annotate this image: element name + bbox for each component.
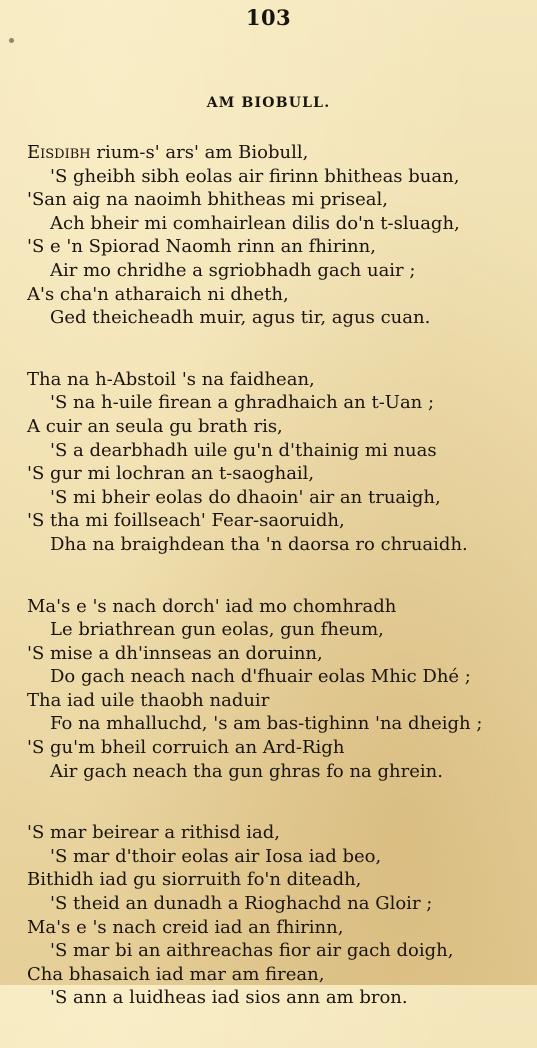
poem-line: A's cha'n atharaich ni dheth, <box>27 283 289 305</box>
poem-line: 'S mise a dh'innseas an doruinn, <box>27 642 323 664</box>
poem-line: 'S mar beirear a rithisd iad, <box>27 822 280 844</box>
poem-line: 'S tha mi foillseach' Fear-saoruidh, <box>27 510 345 532</box>
poem-line: 'S gheibh sibh eolas air firinn bhitheas buan, <box>50 165 460 187</box>
poem-line: 'S gu'm bheil corruich an Ard-Righ <box>27 737 345 759</box>
poem-line: Do gach neach nach d'fhuair eolas Mhic Dhé ; <box>50 666 471 688</box>
poem-line: 'S mar d'thoir eolas air Iosa iad beo, <box>50 845 382 867</box>
poem-line: Dha na braighdean tha 'n daorsa ro chruaidh. <box>50 533 468 555</box>
poem-line: Ma's e 's nach dorch' iad mo chomhradh <box>27 595 397 617</box>
poem-line: Tha na h-Abstoil 's na faidhean, <box>27 368 315 390</box>
poem-line <box>27 141 527 165</box>
poem-line: 'S gur mi lochran an t-saoghail, <box>27 463 315 485</box>
poem-line: 'S a dearbhadh uile gu'n d'thainig mi nuas <box>50 439 437 461</box>
poem-line: 'S e 'n Spiorad Naomh rinn an fhirinn, <box>27 236 376 258</box>
poem-line: 'S na h-uile firean a ghradhaich an t-Uan ; <box>50 392 435 414</box>
poem-line: 'S mar bi an aithreachas fior air gach doigh, <box>50 940 454 962</box>
poem-line: Air gach neach tha gun ghras fo na ghrein. <box>50 760 443 782</box>
poem-line: Fo na mhalluchd, 's am bas-tighinn 'na dheigh ; <box>50 713 483 735</box>
stanza-3 <box>27 595 527 784</box>
ink-speck <box>9 38 14 43</box>
stanza-4 <box>27 821 527 1010</box>
poem-line: Tha iad uile thaobh naduir <box>27 689 270 711</box>
poem-line: 'San aig na naoimh bhitheas mi priseal, <box>27 189 388 211</box>
poem-line: Ach bheir mi comhairlean dilis do'n t-sluagh, <box>50 212 460 234</box>
poem-line: 'S ann a luidheas iad sios ann am bron. <box>50 987 408 1009</box>
poem-line: 'S mi bheir eolas do dhaoin' air an truaigh, <box>50 486 441 508</box>
poem-line: Cha bhasaich iad mar am firean, <box>27 963 325 985</box>
opening-word: Eisdibh <box>27 142 91 163</box>
poem-body <box>27 141 527 1048</box>
poem-line: Ged theicheadh muir, agus tir, agus cuan. <box>50 307 431 329</box>
poem-title: AM BIOBULL. <box>206 95 331 111</box>
page-number: 103 <box>245 5 292 30</box>
poem-line: A cuir an seula gu brath ris, <box>27 415 283 437</box>
line-text: rium-s' ars' am Biobull, <box>96 142 309 163</box>
poem-line: Bithidh iad gu siorruith fo'n diteadh, <box>27 869 362 891</box>
stanza-1 <box>27 141 527 330</box>
stanza-2 <box>27 368 527 557</box>
poem-line: 'S theid an dunadh a Rioghachd na Gloir ; <box>50 893 433 915</box>
poem-line: Ma's e 's nach creid iad an fhirinn, <box>27 916 344 938</box>
poem-line: Le briathrean gun eolas, gun fheum, <box>50 619 384 641</box>
poem-line: Air mo chridhe a sgriobhadh gach uair ; <box>50 259 416 281</box>
